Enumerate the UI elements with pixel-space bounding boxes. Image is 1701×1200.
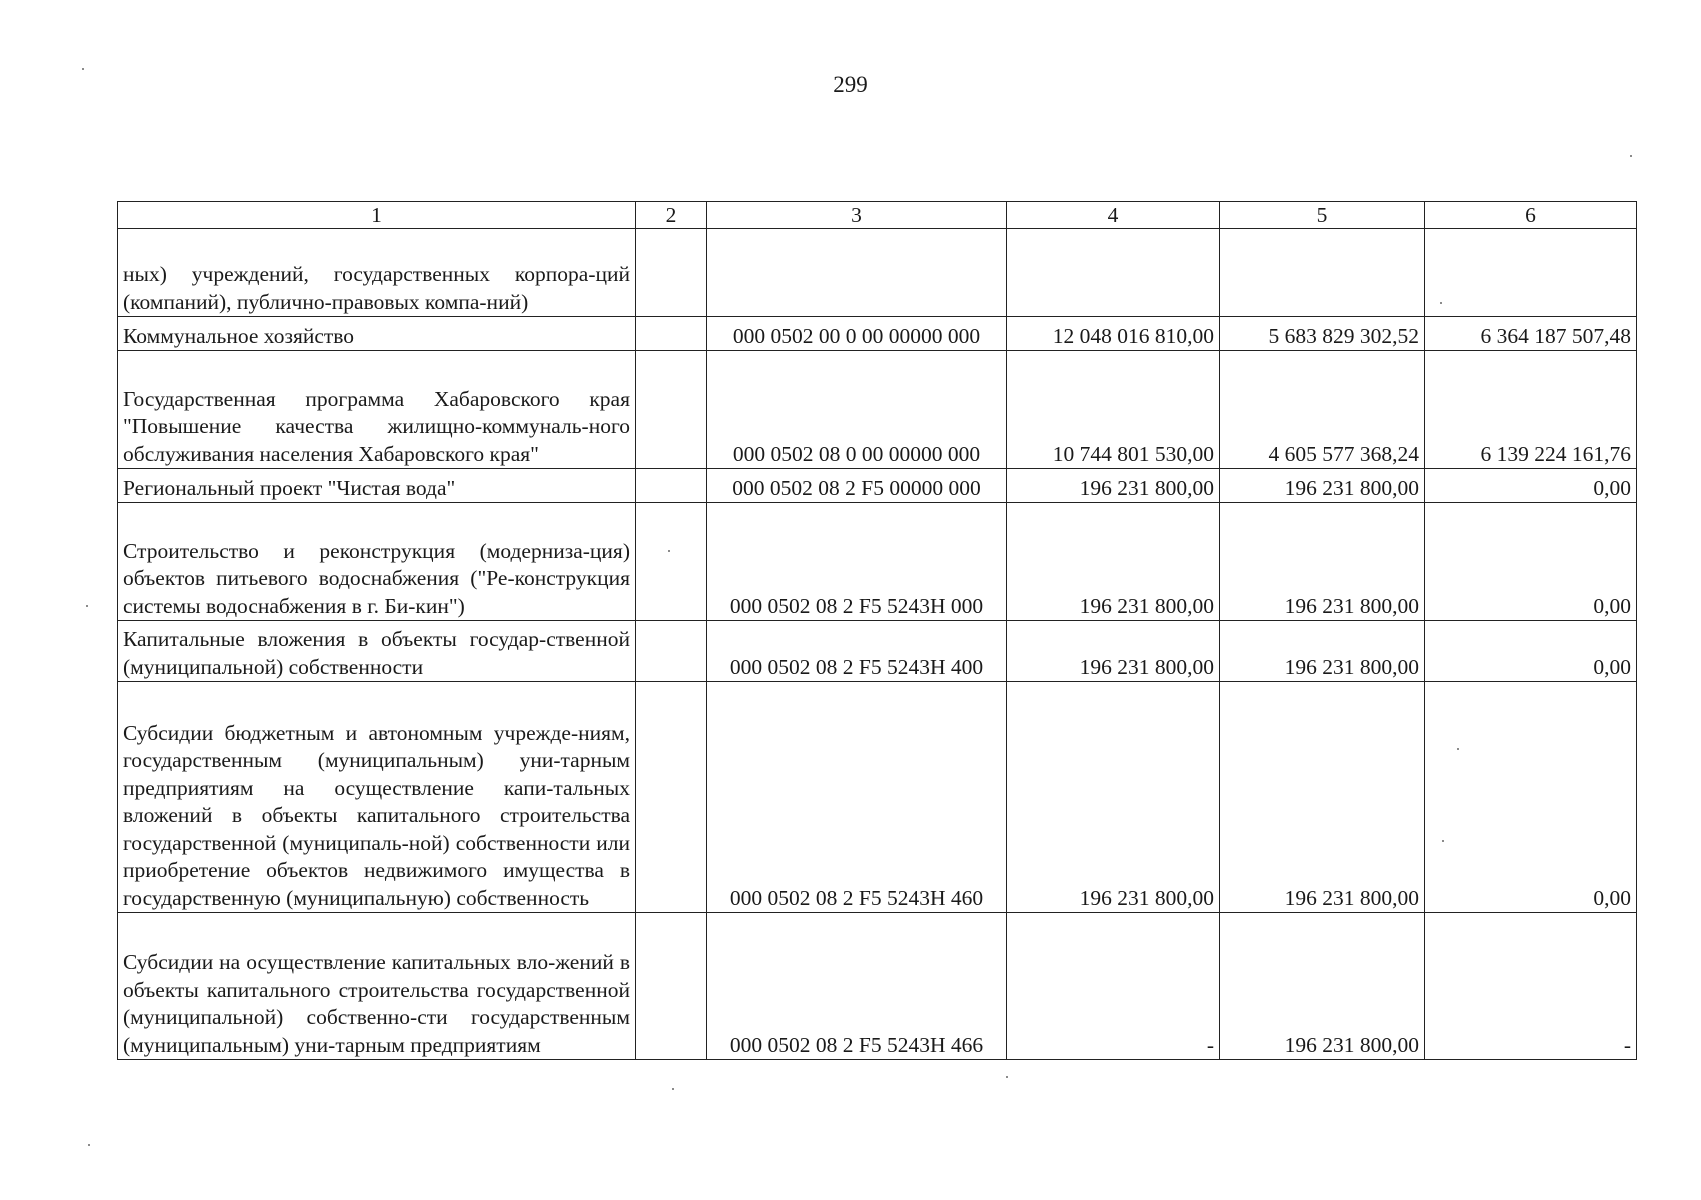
scan-speck [672,1088,674,1090]
scan-speck [82,68,84,70]
scan-speck [1630,155,1632,157]
row-value-col4: 196 231 800,00 [1007,682,1220,913]
row-code: 000 0502 08 2 F5 5243Н 400 [707,621,1007,682]
scan-speck [1440,302,1442,304]
row-code: 000 0502 00 0 00 00000 000 [707,317,1007,351]
row-value-col5: 196 231 800,00 [1220,682,1425,913]
row-name: Субсидии бюджетным и автономным учрежде-ниям, государственным (муниципальным) уни-тарным предприятиям на осуществление капи-тальных вложений в объекты капитального строительства государственной (муниципаль-ной) собственности или приобретение объектов недвижимого имущества в государственную (муниципальную) собственность [118,682,636,913]
column-header-1: 1 [118,202,636,229]
row-code: 000 0502 08 2 F5 5243Н 460 [707,682,1007,913]
row-code: 000 0502 08 2 F5 00000 000 [707,469,1007,503]
row-value-col6: 6 139 224 161,76 [1425,351,1637,469]
table-row [118,682,1637,913]
row-value-col6: 0,00 [1425,469,1637,503]
row-value-col4: 196 231 800,00 [1007,621,1220,682]
row-value-col6: 0,00 [1425,682,1637,913]
row-name: Коммунальное хозяйство [118,317,636,351]
row-name: Строительство и реконструкция (модерниза-ция) объектов питьевого водоснабжения ("Ре-конструкция системы водоснабжения в г. Би-кин") [118,503,636,621]
row-value-col6: 0,00 [1425,621,1637,682]
row-col2 [636,682,707,913]
row-name: Субсидии на осуществление капитальных вло-жений в объекты капитального строительства государственной (муниципальной) собственно-сти государственным (муниципальным) уни-тарным предприятиям [118,913,636,1060]
row-value-col5: 196 231 800,00 [1220,621,1425,682]
row-value-col4 [1007,229,1220,317]
row-value-col6 [1425,229,1637,317]
row-value-col5: 4 605 577 368,24 [1220,351,1425,469]
table-row [118,621,1637,682]
table-row [118,503,1637,621]
row-col2 [636,469,707,503]
row-name: Государственная программа Хабаровского края "Повышение качества жилищно-коммуналь-ного обслуживания населения Хабаровского края" [118,351,636,469]
row-value-col5: 196 231 800,00 [1220,913,1425,1060]
table-body [118,229,1637,1060]
row-value-col5 [1220,229,1425,317]
row-value-col4: 196 231 800,00 [1007,503,1220,621]
row-code: 000 0502 08 0 00 00000 000 [707,351,1007,469]
row-col2 [636,621,707,682]
scan-speck [1457,748,1459,750]
row-value-col5: 196 231 800,00 [1220,503,1425,621]
table-row [118,469,1637,503]
column-header-4: 4 [1007,202,1220,229]
row-name: Капитальные вложения в объекты государ-ственной (муниципальной) собственности [118,621,636,682]
table-header [118,202,1637,229]
page-number: 299 [833,72,868,97]
row-name: ных) учреждений, государственных корпора-ций (компаний), публично-правовых компа-ний) [118,229,636,317]
row-value-col4: 10 744 801 530,00 [1007,351,1220,469]
row-col2 [636,229,707,317]
column-header-6: 6 [1425,202,1637,229]
row-col2 [636,503,707,621]
column-header-2: 2 [636,202,707,229]
row-col2 [636,351,707,469]
table-row [118,913,1637,1060]
row-code: 000 0502 08 2 F5 5243Н 000 [707,503,1007,621]
row-col2 [636,317,707,351]
row-value-col4: - [1007,913,1220,1060]
budget-table [117,201,1637,1060]
row-code: 000 0502 08 2 F5 5243Н 466 [707,913,1007,1060]
row-col2 [636,913,707,1060]
table-row [118,229,1637,317]
row-value-col6: 6 364 187 507,48 [1425,317,1637,351]
row-value-col5: 196 231 800,00 [1220,469,1425,503]
scan-speck [1442,840,1444,842]
column-header-5: 5 [1220,202,1425,229]
table-row [118,351,1637,469]
row-name: Региональный проект "Чистая вода" [118,469,636,503]
scan-speck [668,550,670,552]
header-row [118,202,1637,229]
row-value-col5: 5 683 829 302,52 [1220,317,1425,351]
scan-speck [88,1144,90,1146]
scan-speck [86,605,88,607]
row-value-col4: 196 231 800,00 [1007,469,1220,503]
scan-speck [1006,1076,1008,1078]
row-value-col4: 12 048 016 810,00 [1007,317,1220,351]
row-code [707,229,1007,317]
column-header-3: 3 [707,202,1007,229]
table-row [118,317,1637,351]
row-value-col6: 0,00 [1425,503,1637,621]
row-value-col6: - [1425,913,1637,1060]
